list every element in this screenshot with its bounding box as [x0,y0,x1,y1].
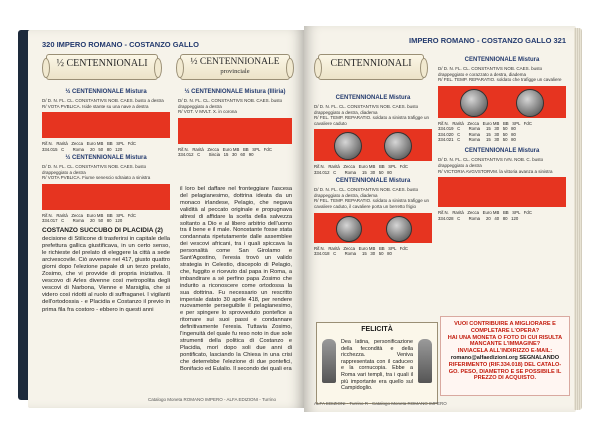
coin-reverse-photo [516,89,544,117]
coin-reverse: R/ FEL. TEMP. REPARATIO. soldato a sinistra trafigge un cavaliere caduto [314,115,429,126]
contribute-promo-box [440,316,570,396]
page-edges [574,28,582,410]
promo-line: RIFERIMENTO (RIF.334.018) DEL CATALO- [448,361,562,368]
left-column-2 [178,86,292,158]
coin-obverse-photo [336,216,362,242]
section-header: CENTENNIONALE Mistura [464,148,540,155]
goddess-figure-icon [322,339,336,383]
coin-reverse-photo [386,216,412,242]
scroll-subtitle: provinciale [220,68,250,75]
price-table: Rif.N. Rarità Zecca Euro MB BB SPL FdC 334.012 C Roma 15 30 50 80 [314,164,408,175]
promo-line: INVIACELA ALL'INDIRIZZO E-MAIL: [457,348,553,355]
coin-image-band [42,184,170,210]
price-table: Rif.N. Rarità Zecca Euro MB BB SPL FdC 334.015 C Roma 20 50 80 120 [42,141,136,152]
felicita-title: FELICITÀ [361,326,393,333]
coin-obverse: D/ D. N. FL. CL. CONSTANTIVS NOB. CAES. busto drappeggiato a destra, diadema [314,187,419,198]
scroll-banner-centennionali [46,54,158,80]
price-table: Rif.N. Rarità Zecca Euro MB BB SPL FdC 334.018 C Roma 15 30 50 80 [314,245,408,256]
promo-line: PREZZO DI ACQUISTO. [473,375,537,382]
coin-obverse: D/ D. N. FL. CL. CONSTANTIVS NOB. CAES. busto drappeggiato a destra, diadema [314,104,419,115]
section-header: ½ CENTENNIONALE Mistura [65,89,147,95]
felicita-info-box [316,322,438,404]
coin-image-band [42,112,170,138]
coin-reverse: R/ FEL. TEMP. REPARATIO. soldato a sinistra trafigge un cavaliere caduto, il cavaliere porta un berretto frigio [314,198,429,209]
coin-image-band [314,213,432,243]
article-text: decisione di Stilicone di trasferirsi in capitale della prefettura gallica giustificava, in un certo senso, le richieste del prelato di eleggere la città a sede arcivescovile. Ciò avvenne nel 417, giusto quattro giorni dopo l'elezione papale di un terzo prelato, Zosimo, che vi provvide di propria iniziativa. Il vescovo di Arles divenne così metropolita degli vescovi di Narbona, Vienne e Marsiglia, che si videro così ridotti al ruolo di suffraganei. I vigilanti dell'ortodossia - e Placidia e Costanzo il previo in prima fila fra costoro - ebbero in questi anni [42,235,170,313]
article-text-continued: il loro bel daffare nel fronteggiare l'ascesa del pelagianesimo, dottrina ideata da un monaco irlandese, Pelagio, che negava validità al peccato originale e propugnava altresì di affidare la scelta della salvezza soltanto a Dio e al libero arbitrio dell'uomo tra il bene e il male. Nonostante fosse stata condannata ripetutamente dalle assemblee dei vescovi africani, tra i quali spiccava la personalità come San Girolamo e Sant'Agostino, l'eresia trovò un valido strategia in Celestio, discepolo di Pelagio, che, fuggito e ricevuto dal papa in Roma, a imbandirare a sé perfino papa Zosimo che indurito a riconoscere come ortodossa la sua dottrina. Fu necessario un rescritto imperiale datato 30 aprile 418, per rendere nuovamente perseguibile il pelagianesimo, e per spingere lo sprovveduto pontefice a ritornare sui suoi passi e condannare definitivamente l'eresia. Tuttavia Zosimo, l'ingenuità del quale fu reso noto in due sole strumenti della politica di Costanzo e Placidia, morì dopo soli due anni di pontificato, lasciando la Chiesa in una crisi che deterrebbe l'elezione di due pontefici, Bonifacio ed Eulalio. Il secondo dei quali era [180,186,292,372]
coin-reverse: R/ VICTORIA AVGVSTORVM. la vittoria avanza a sinistra [438,168,553,174]
promo-line: VUOI CONTRIBUIRE A MIGLIORARE E [454,321,556,327]
section-header: CENTENNIONALE Mistura [335,178,411,185]
promo-line: COMPLETARE L'OPERA? [470,327,540,334]
right-column-2 [438,54,566,221]
promo-line: HAI UNA MONETA O FOTO DI CUI RISULTA [447,334,563,341]
right-column-1 [314,92,432,256]
coin-obverse: D/ D. N. FL. CL. CONSTANTIVS IVN. NOB. C. busto drappeggiato a destra [438,157,544,168]
scroll-title: ½ CENTENNIONALI [56,58,148,69]
goddess-figure-icon [418,339,432,383]
promo-line: MANCANTE L'IMMAGINE? [469,341,541,348]
coin-reverse: R/ VOT. V MVLT. X. in corona [178,109,237,115]
right-page-footer: ALFA EDIZIONI - Turrino R - Catalogo Moneta ROMANO IMPERO [314,401,447,406]
section-header: ½ CENTENNIONALE Mistura [65,155,147,161]
section-header: CENTENNIONALE Mistura [464,57,540,63]
coin-obverse: D/ D. N. FL. CL. CONSTANTIVS NOB. CAES. busto drappeggiato a destra [178,98,283,109]
coin-image-band [438,86,566,118]
coin-image-band [438,177,566,207]
coin-obverse: D/ D. N. FL. CL. CONSTANTIVS NOB. CAES. busto drappeggiato a destra [42,164,147,175]
promo-email-line: romano@alfaedizioni.org SEGNALANDO [450,354,560,361]
left-page-header: 320 IMPERO ROMANO - COSTANZO GALLO [42,40,199,49]
coin-reverse: R/ VOTA PVBLICA. Fiume senescio sdraiato a sinistra [42,175,151,181]
coin-reverse-photo [384,132,412,160]
coin-image-band [314,129,432,161]
coin-reverse: R/ FEL. TEMP. REPARATIO. soldato che trafigge un cavaliere [438,77,562,83]
scroll-title: ½ CENTENNIONALE [190,57,280,67]
coin-obverse-photo [460,89,488,117]
left-column-1 [42,86,170,314]
price-table: Rif.N. Rarità Zecca Euro MB BB SPL FdC 334.017 C Roma 20 50 80 120 [42,212,136,224]
coin-obverse: D/ D. N. FL. CL. CONSTANTIVS NOB. CAES. busto drappeggiato e corazzato a destra, diadema [438,66,543,77]
article-title: COSTANZO SUCCUBO DI PLACIDIA (2) [42,226,163,234]
scroll-banner-centennionale-provinciale [180,54,290,80]
left-page-footer: Catalogo Moneta ROMANO IMPERO - ALFA EDIZIONI - Turrino [148,397,277,402]
coin-image-band [178,118,292,144]
section-header: CENTENNIONALE Mistura [335,95,411,101]
felicita-text: Dea latina, personificazione della fecondità e della ricchezza. Veniva rappresentata con il caduceo e la cornucopia. Ebbe a Roma vari templi, tra i quali il più importante era quello sul Campidoglio. [341,339,413,392]
left-page [28,30,304,408]
coin-reverse: R/ VOTA PVBLICA. Iside stante su una nave a destra [42,103,149,109]
coin-obverse-photo [334,132,362,160]
price-table: Rif.N. Rarità Zecca Euro MB BB SPL FdC 334.012 C Siscia 15 30 60 90 [178,146,272,158]
scroll-banner-centennionali [318,54,424,80]
right-page-header: IMPERO ROMANO - COSTANZO GALLO 321 [409,36,566,45]
coin-obverse: D/ D. N. FL. CL. CONSTANTIVS NOB. CAES. busto a destra [42,98,164,103]
right-page [304,26,576,412]
price-table: Rif.N. Rarità Zecca Euro MB BB SPL FdC 334.028 C Roma 20 40 80 120 [438,210,532,221]
price-table: Rif.N. Rarità Zecca Euro MB BB SPL FdC 334.019 C Roma 15 30 50 80 334.020 C Roma 15 30 50 80 334.021 C Roma 15 30 50 80 [438,120,532,142]
promo-line: GO. PESO, DIAMETRO E SE POSSIBILE IL [448,368,562,375]
section-header: ½ CENTENNIONALE Mistura (Illiria) [184,89,286,95]
scroll-title: CENTENNIONALI [330,58,412,69]
